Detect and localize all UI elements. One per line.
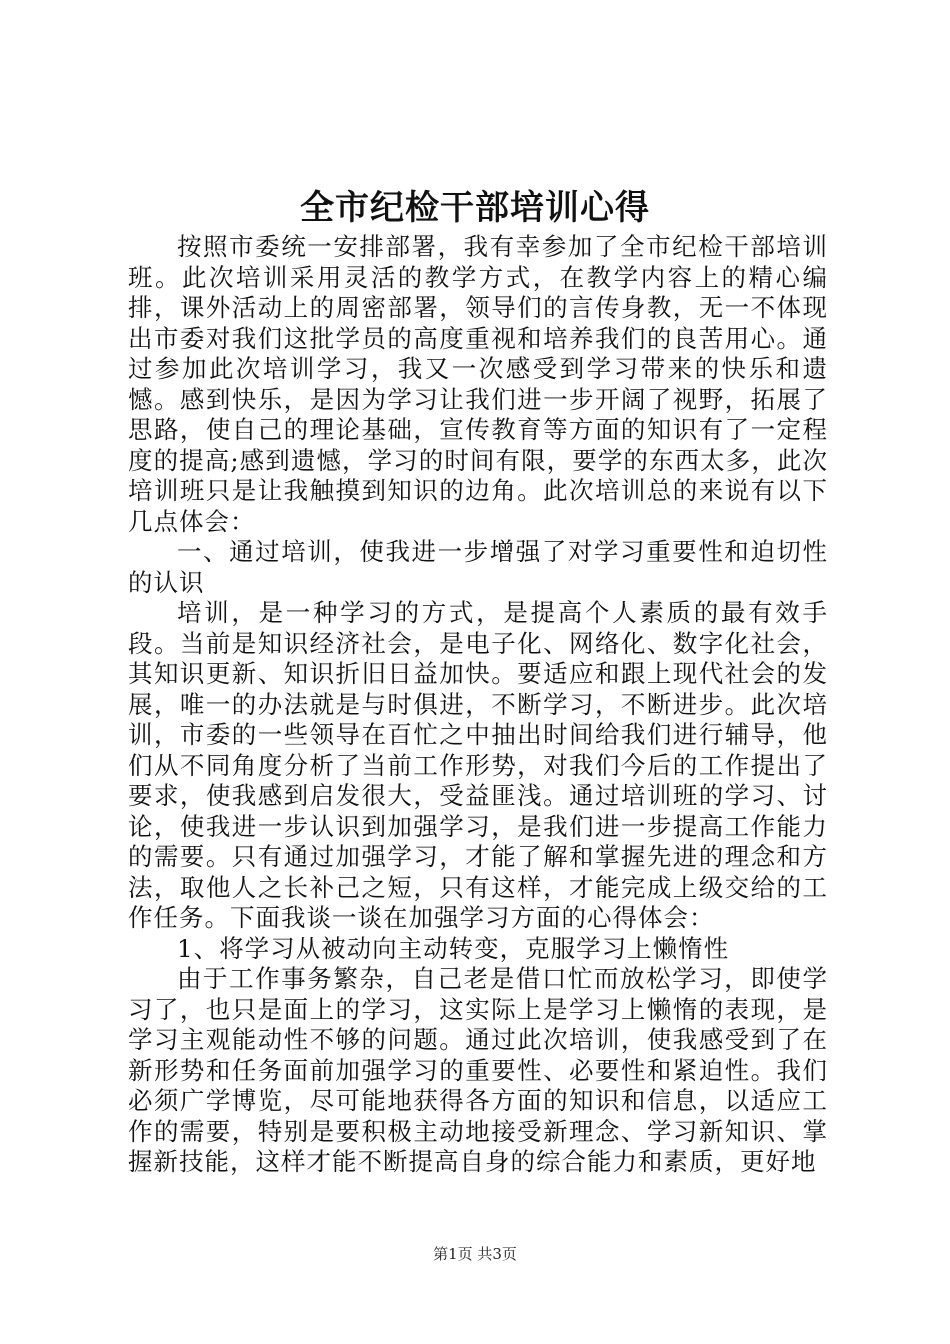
document-body xyxy=(128,232,828,1178)
subsection-heading-1: 1、将学习从被动向主动转变，克服学习上懒惰性 xyxy=(177,933,730,963)
subsection-1-paragraph: 由于工作事务繁杂，自己老是借口忙而放松学习，即使学习了，也只是面上的学习，这实际上是学习上懒惰的表现，是学习主观能动性不够的问题。通过此次培训，使我感受到了在新形势和任务面前加强学习的重要性、必要性和紧迫性。我们必须广学博览，尽可能地获得各方面的知识和信息，以适应工作的需要，特别是要积极主动地接受新理念、学习新知识、掌握新技能，这样才能不断提高自身的综合能力和素质，更好地 xyxy=(128,964,828,1176)
section-heading-1: 一、通过培训，使我进一步增强了对学习重要性和迫切性的认识 xyxy=(128,537,828,597)
page-footer: 第1页 共3页 xyxy=(433,1245,517,1263)
section-1-paragraph: 培训，是一种学习的方式，是提高个人素质的最有效手段。当前是知识经济社会，是电子化、网络化、数字化社会，其知识更新、知识折旧日益加快。要适应和跟上现代社会的发展，唯一的办法就是与时俱进，不断学习，不断进步。此次培训，市委的一些领导在百忙之中抽出时间给我们进行辅导，他们从不同角度分析了当前工作形势，对我们今后的工作提出了要求，使我感到启发很大，受益匪浅。通过培训班的学习、讨论，使我进一步认识到加强学习，是我们进一步提高工作能力的需要。只有通过加强学习，才能了解和掌握先进的理念和方法，取他人之长补己之短，只有这样，才能完成上级交给的工作任务。下面我谈一谈在加强学习方面的心得体会： xyxy=(128,598,828,932)
intro-paragraph: 按照市委统一安排部署，我有幸参加了全市纪检干部培训班。此次培训采用灵活的教学方式，在教学内容上的精心编排，课外活动上的周密部署，领导们的言传身教，无一不体现出市委对我们这批学员的高度重视和培养我们的良苦用心。通过参加此次培训学习，我又一次感受到学习带来的快乐和遗憾。感到快乐，是因为学习让我们进一步开阔了视野，拓展了思路，使自己的理论基础，宣传教育等方面的知识有了一定程度的提高;感到遗憾，学习的时间有限，要学的东西太多，此次培训班只是让我触摸到知识的边角。此次培训总的来说有以下几点体会： xyxy=(128,232,828,536)
document-title: 全市纪检干部培训心得 xyxy=(300,188,650,228)
